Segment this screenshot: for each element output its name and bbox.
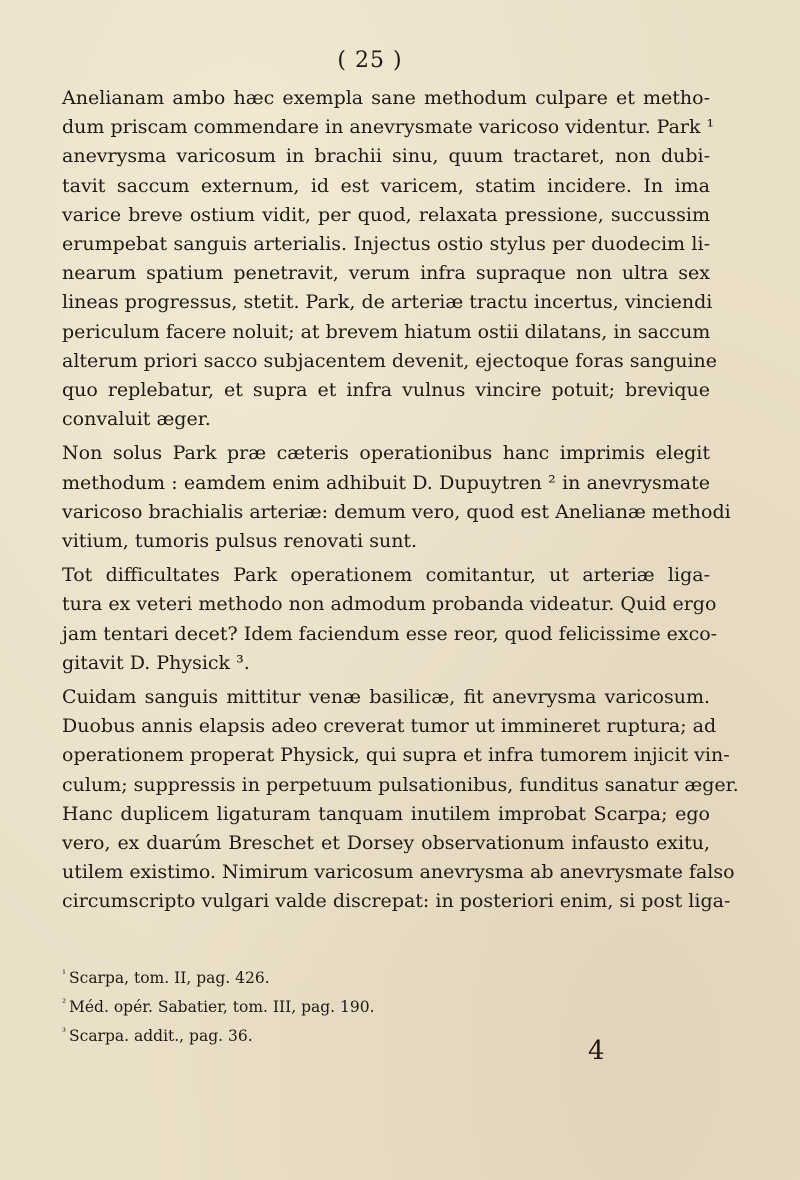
text-line: operationem properat Physick, qui supra et infra tumorem injicit vin- (62, 744, 730, 767)
text-line: circumscripto vulgari valde discrepat: in posteriori enim, si post liga- (62, 890, 731, 913)
paragraph-1 (34, 84, 718, 434)
text-line: vero, ex duarúm Breschet et Dorsey observationum infausto exitu, (62, 832, 710, 855)
footnote (62, 962, 622, 991)
body-text (34, 84, 739, 922)
paragraph-3 (34, 561, 718, 678)
text-line: erumpebat sanguis arterialis. Injectus ostio stylus per duodecim li- (62, 233, 710, 256)
text-line: jam tentari decet? Idem faciendum esse reor, quod felicissime exco- (62, 622, 718, 645)
footnote-mark: ² (62, 998, 67, 1010)
text-line: periculum facere noluit; at brevem hiatum ostii dilatans, in saccum (62, 320, 711, 343)
footnote-text: Méd. opér. Sabatier, tom. III, pag. 190. (69, 998, 375, 1017)
text-line: convaluit æger. (62, 408, 211, 431)
text-line: nearum spatium penetravit, verum infra supraque non ultra sex (62, 262, 710, 285)
text-line: Anelianam ambo hæc exempla sane methodum culpare et metho- (62, 87, 710, 109)
paragraph-2 (34, 439, 731, 556)
footnote-mark: ¹ (62, 969, 67, 980)
text-line: varicoso brachialis arteriæ: demum vero, quod est Anelianæ methodi (62, 500, 731, 523)
text-line: quo replebatur, et supra et infra vulnus vincire potuit; brevique (62, 379, 710, 402)
text-line: utilem existimo. Nimirum varicosum anevrysma ab anevrysmate falso (62, 861, 735, 884)
footnote-mark: ³ (62, 1027, 67, 1039)
text-line: gitavit D. Physick ³. (62, 651, 250, 674)
text-line: lineas progressus, stetit. Park, de arteriæ tractu incertus, vinciendi (62, 291, 713, 314)
text-line: culum; suppressis in perpetuum pulsationibus, funditus sanatur æger. (62, 773, 739, 796)
page-number: ( 25 ) (337, 48, 403, 73)
text-line: dum priscam commendare in anevrysmate varicoso videntur. Park ¹ (62, 116, 715, 139)
footnote (62, 1020, 622, 1049)
footnote-text: Scarpa. addit., pag. 36. (69, 1027, 253, 1046)
footnote (62, 991, 622, 1020)
footnotes (62, 962, 622, 1049)
text-line: alterum priori sacco subjacentem devenit, ejectoque foras sanguine (62, 349, 718, 372)
signature-mark: 4 (588, 1036, 605, 1066)
text-line: Tot difficultates Park operationem comitantur, ut arteriæ liga- (62, 564, 710, 587)
footnote-text: Scarpa, tom. II, pag. 426. (69, 969, 270, 988)
text-line: tavit saccum externum, id est varicem, statim incidere. In ima (62, 174, 710, 197)
text-line: methodum : eamdem enim adhibuit D. Dupuytren ² in anevrysmate (62, 471, 710, 494)
text-line: varice breve ostium vidit, per quod, relaxata pressione, succussim (62, 203, 710, 226)
text-line: Duobus annis elapsis adeo creverat tumor ut immineret ruptura; ad (62, 715, 717, 738)
paragraph-4 (34, 683, 739, 917)
text-line: Cuidam sanguis mittitur venæ basilicæ, fit anevrysma varicosum. (62, 686, 710, 709)
text-line: Non solus Park præ cæteris operationibus hanc imprimis elegit (62, 442, 710, 465)
text-line: Hanc duplicem ligaturam tanquam inutilem improbat Scarpa; ego (62, 802, 710, 825)
text-line: vitium, tumoris pulsus renovati sunt. (62, 530, 418, 553)
text-line: anevrysma varicosum in brachii sinu, quum tractaret, non dubi- (62, 145, 710, 168)
text-line: tura ex veteri methodo non admodum probanda videatur. Quid ergo (62, 593, 717, 616)
